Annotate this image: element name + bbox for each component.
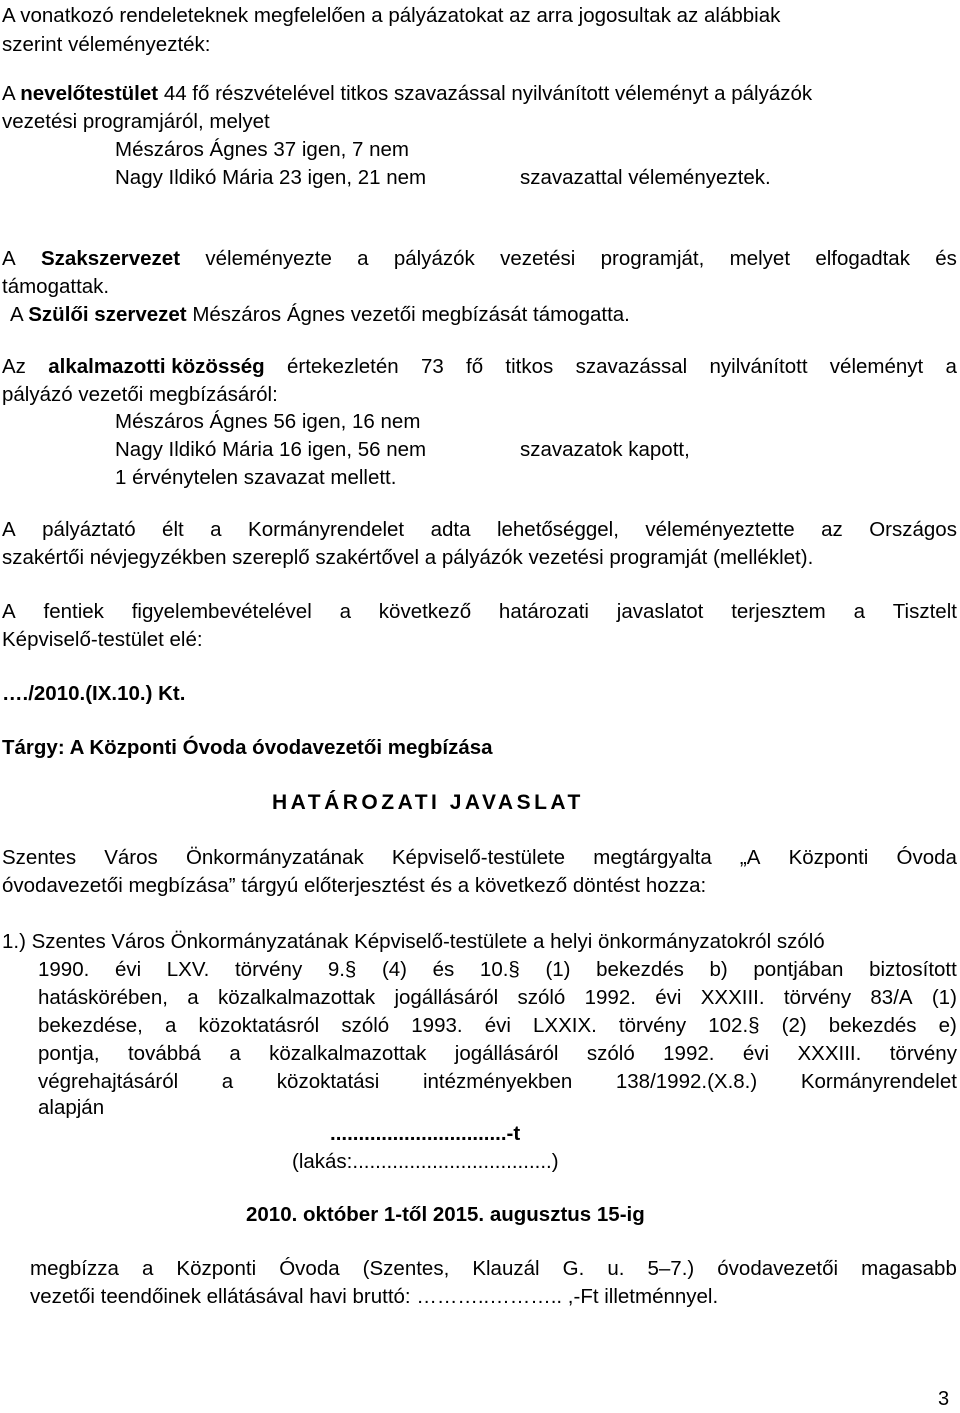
- word: 83/A: [870, 986, 913, 1009]
- text-prefix: A: [2, 82, 21, 105]
- word: 9.§: [327, 958, 357, 981]
- word: (1): [931, 986, 957, 1009]
- word: adta: [430, 518, 471, 541]
- word: jogállásáról: [394, 986, 499, 1009]
- word: és: [432, 958, 455, 981]
- word: bekezdés: [828, 1014, 917, 1037]
- word: Önkormányzatának: [185, 846, 364, 869]
- word: elfogadtak: [815, 247, 910, 270]
- word: jogállásáról: [454, 1042, 559, 1065]
- text: Mészáros Ágnes vezetői megbízását támogatta.: [186, 303, 630, 326]
- point1-line-3: [38, 986, 957, 1010]
- appointment-line-1: [30, 1257, 957, 1281]
- word: Klauzál: [472, 1257, 540, 1280]
- word: a: [164, 1014, 177, 1037]
- org-szakszervezet: Szakszervezet: [41, 247, 181, 270]
- word: u.: [607, 1257, 625, 1280]
- word: 1993.: [411, 1014, 463, 1037]
- word: LXV.: [166, 958, 210, 981]
- word: pontjában: [753, 958, 844, 981]
- word: figyelembevételével: [131, 600, 312, 623]
- word: Óvoda: [896, 846, 957, 869]
- word: lehetőséggel,: [496, 518, 619, 541]
- appointee-address-placeholder: (lakás:...................................): [292, 1150, 559, 1173]
- page-number: 3: [938, 1388, 950, 1410]
- szentes-line-1: [2, 846, 957, 870]
- word: A: [2, 518, 16, 541]
- intro-line-1: A vonatkozó rendeleteknek megfelelően a pályázatokat az arra jogosultak az alábbiak: [2, 4, 781, 27]
- word: szóló: [586, 1042, 635, 1065]
- word: közalkalmazottak: [269, 1042, 427, 1065]
- resolution-number: …./2010.(IX.10.) Kt.: [2, 682, 186, 705]
- word: 5–7.): [647, 1257, 695, 1280]
- word: óvodavezetői: [717, 1257, 839, 1280]
- word: törvény: [234, 958, 303, 981]
- word: a: [853, 600, 865, 623]
- word: Országos: [869, 518, 957, 541]
- word: Központi: [176, 1257, 257, 1280]
- word: közalkalmazottak: [217, 986, 376, 1009]
- word: hatáskörében,: [38, 986, 168, 1009]
- alkalmazotti-invalid: 1 érvénytelen szavazat mellett.: [115, 466, 397, 489]
- word: G.: [562, 1257, 585, 1280]
- text: 44 fő részvételével titkos szavazással nyilvánított véleményt a pályázók: [163, 82, 813, 105]
- palyaztato-line-2: szakértői névjegyzékben szereplő szakértővel a pályázók vezetési programját (melléklet).: [2, 546, 814, 569]
- word: Képviselő-testülete: [391, 846, 566, 869]
- word: „A: [739, 846, 761, 869]
- word: (1): [545, 958, 571, 981]
- word: nyilvánított: [709, 355, 808, 378]
- word: A: [2, 600, 16, 623]
- word: végrehajtásáról: [38, 1070, 179, 1093]
- word: pályázók: [393, 247, 475, 270]
- appointment-period: 2010. október 1-től 2015. augusztus 15-ig: [246, 1203, 645, 1226]
- szakszervezet-line-2: támogattak.: [2, 275, 110, 298]
- word: fentiek: [43, 600, 104, 623]
- word: szavazással: [575, 355, 688, 378]
- alkalmazotti-line-1: [2, 355, 957, 379]
- word: Óvoda: [279, 1257, 340, 1280]
- szentes-line-2: óvodavezetői megbízása” tárgyú előterjesztést és a következő döntést hozza:: [2, 874, 707, 897]
- nevelotestulet-candidate-2: Nagy Ildikó Mária 23 igen, 21 nem: [115, 166, 427, 189]
- word: megtárgyalta: [593, 846, 712, 869]
- alkalmazotti-candidate-1: Mészáros Ágnes 56 igen, 16 nem: [115, 410, 421, 433]
- point1-line-5: [38, 1042, 957, 1066]
- word: a: [357, 247, 369, 270]
- word: Kormányrendelet: [248, 518, 405, 541]
- nevelotestulet-line-2: vezetési programjáról, melyet: [2, 110, 270, 133]
- word: évi: [655, 986, 682, 1009]
- word: közoktatásról: [198, 1014, 320, 1037]
- word: LXXIX.: [533, 1014, 597, 1037]
- word: (Szentes,: [362, 1257, 450, 1280]
- appointee-name-placeholder: ...............................-t: [330, 1122, 521, 1145]
- fentiek-line-1: [2, 600, 957, 624]
- word: bekezdése,: [38, 1014, 143, 1037]
- word: 1992.: [663, 1042, 715, 1065]
- word: XXXIII.: [700, 986, 765, 1009]
- word: szóló: [341, 1014, 390, 1037]
- word: törvény: [783, 986, 852, 1009]
- word: titkos: [505, 355, 554, 378]
- word: a: [187, 986, 199, 1009]
- word: Tisztelt: [892, 600, 957, 623]
- point1-line-7: alapján: [38, 1096, 105, 1119]
- subject-line: Tárgy: A Központi Óvoda óvodavezetői megbízása: [2, 736, 493, 759]
- point1-line-1: 1.) Szentes Város Önkormányzatának Képviselő-testülete a helyi önkormányzatokról szóló: [2, 930, 825, 953]
- word: pályáztató: [42, 518, 136, 541]
- word: vezetési: [500, 247, 576, 270]
- alkalmazotti-line-2: pályázó vezetői megbízásáról:: [2, 383, 278, 406]
- fentiek-line-2: Képviselő-testület elé:: [2, 628, 203, 651]
- word: évi: [742, 1042, 770, 1065]
- word: javaslatot: [616, 600, 704, 623]
- word: 1990.: [38, 958, 90, 981]
- word: évi: [484, 1014, 511, 1037]
- word: véleményeztette: [645, 518, 795, 541]
- point1-line-6: [38, 1070, 957, 1094]
- alkalmazotti-result: szavazatok kapott,: [520, 438, 690, 461]
- point1-line-4: [38, 1014, 957, 1038]
- appointment-line-2: vezetői teendőinek ellátásával havi bruttó: ………..……….. ,-Ft illetménnyel.: [30, 1285, 719, 1308]
- szuloi-line: [10, 303, 630, 327]
- nevelotestulet-line-1: [2, 82, 812, 106]
- word: biztosított: [869, 958, 957, 981]
- word: szóló: [517, 986, 566, 1009]
- word: értekezletén: [286, 355, 399, 378]
- word: és: [935, 247, 957, 270]
- word: terjesztem: [731, 600, 826, 623]
- word: Szentes: [2, 846, 77, 869]
- szakszervezet-line-1: [2, 247, 957, 271]
- document-title: HATÁROZATI JAVASLAT: [272, 791, 584, 814]
- word: programját,: [600, 247, 705, 270]
- alkalmazotti-candidate-2: Nagy Ildikó Mária 16 igen, 56 nem: [115, 438, 427, 461]
- word: e): [938, 1014, 957, 1037]
- word: véleményt: [829, 355, 924, 378]
- word: bekezdés: [596, 958, 684, 981]
- word: XXXIII.: [797, 1042, 862, 1065]
- word: Város: [104, 846, 158, 869]
- word: 1992.: [584, 986, 636, 1009]
- word: intézményekben: [422, 1070, 573, 1093]
- word: következő: [378, 600, 472, 623]
- word: 102.§: [708, 1014, 760, 1037]
- word: a: [229, 1042, 241, 1065]
- word: a: [141, 1257, 154, 1280]
- word: (4): [381, 958, 408, 981]
- word: b): [709, 958, 728, 981]
- intro-line-2: szerint véleményezték:: [2, 33, 211, 56]
- palyaztato-line-1: [2, 518, 957, 542]
- word: melyet: [729, 247, 791, 270]
- org-alkalmazotti-kozosseg: alkalmazotti közösség: [48, 355, 265, 378]
- word: továbbá: [127, 1042, 201, 1065]
- org-nevelotestulet: nevelőtestület: [20, 82, 159, 105]
- word: határozati: [498, 600, 589, 623]
- word: 10.§: [479, 958, 520, 981]
- word: Az: [2, 355, 26, 378]
- word: évi: [114, 958, 142, 981]
- org-szuloi-szervezet: Szülői szervezet: [28, 303, 187, 326]
- word: az: [821, 518, 843, 541]
- word: a: [221, 1070, 234, 1093]
- word: 138/1992.(X.8.): [615, 1070, 758, 1093]
- word: véleményezte: [205, 247, 332, 270]
- word: Központi: [788, 846, 869, 869]
- word: a: [210, 518, 222, 541]
- word: magasabb: [861, 1257, 957, 1280]
- word: (2): [781, 1014, 807, 1037]
- word: pontja,: [38, 1042, 100, 1065]
- word: törvény: [618, 1014, 687, 1037]
- word: 73: [420, 355, 444, 378]
- word: fő: [466, 355, 484, 378]
- word: Kormányrendelet: [800, 1070, 957, 1093]
- word: élt: [162, 518, 184, 541]
- word: megbízza: [30, 1257, 119, 1280]
- point1-line-2: [38, 958, 957, 982]
- word: A: [2, 247, 16, 270]
- text-prefix: A: [10, 303, 29, 326]
- nevelotestulet-result: szavazattal véleményeztek.: [520, 166, 771, 189]
- word: közoktatási: [276, 1070, 380, 1093]
- word: a: [945, 355, 957, 378]
- nevelotestulet-candidate-1: Mészáros Ágnes 37 igen, 7 nem: [115, 138, 409, 161]
- word: a: [339, 600, 351, 623]
- word: törvény: [889, 1042, 957, 1065]
